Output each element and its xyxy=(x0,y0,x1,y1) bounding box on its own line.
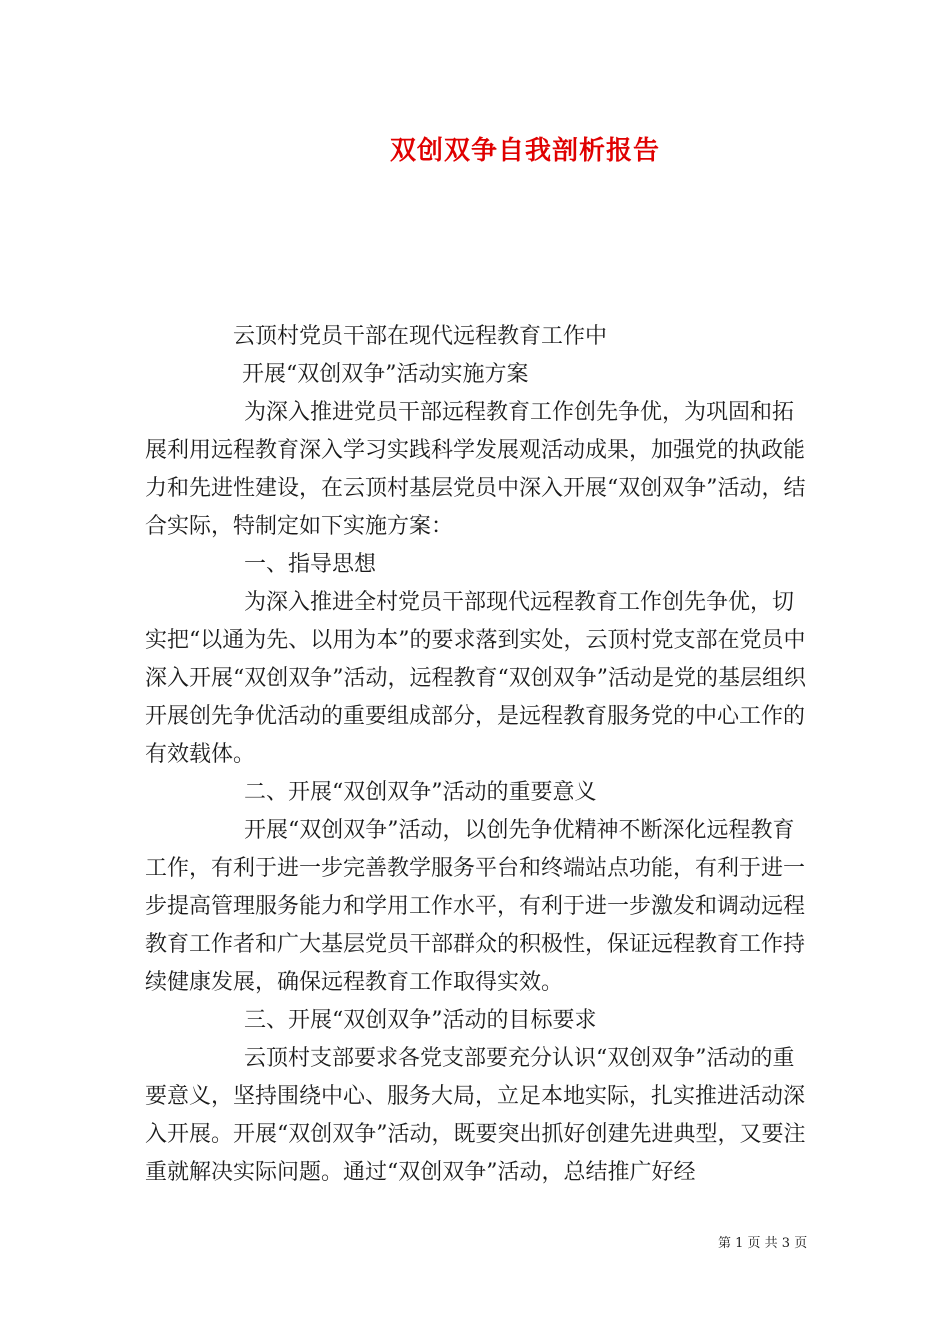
section-heading-1: 一、指导思想 xyxy=(244,552,377,577)
paragraph-section-3: 云顶村支部要求各党支部要充分认识“双创双争”活动的重要意义，坚持围绕中心、服务大局，立足本地实际，扎实推进活动深入开展。开展“双创双争”活动，既要突出抓好创建先进典型，又要注重就解决实际问题。通过“双创双争”活动，总结推广好经 xyxy=(145,1046,806,1185)
subtitle-line-1: 云顶村党员干部在现代远程教育工作中 xyxy=(233,324,608,349)
document-body xyxy=(145,318,810,1192)
subtitle-line-2: 开展“双创双争”活动实施方案 xyxy=(242,362,529,387)
paragraph-section-1: 为深入推进全村党员干部现代远程教育工作创先争优，切实把“以通为先、以用为本”的要求落到实处，云顶村党支部在党员中深入开展“双创双争”活动，远程教育“双创双争”活动是党的基层组织开展创先争优活动的重要组成部分，是远程教育服务党的中心工作的有效载体。 xyxy=(145,590,806,767)
paragraph-intro: 为深入推进党员干部远程教育工作创先争优，为巩固和拓展利用远程教育深入学习实践科学发展观活动成果，加强党的执政能力和先进性建设，在云顶村基层党员中深入开展“双创双争”活动，结合实际，特制定如下实施方案： xyxy=(145,400,806,539)
section-heading-2: 二、开展“双创双争”活动的重要意义 xyxy=(244,780,597,805)
section-heading-3: 三、开展“双创双争”活动的目标要求 xyxy=(244,1008,597,1033)
paragraph-section-2: 开展“双创双争”活动，以创先争优精神不断深化远程教育工作，有利于进一步完善教学服务平台和终端站点功能，有利于进一步提高管理服务能力和学用工作水平，有利于进一步激发和调动远程教育工作者和广大基层党员干部群众的积极性，保证远程教育工作持续健康发展，确保远程教育工作取得实效。 xyxy=(145,818,806,995)
page-number: 第 1 页 共 3 页 xyxy=(718,1236,808,1251)
document-title: 双创双争自我剖析报告 xyxy=(389,136,660,166)
